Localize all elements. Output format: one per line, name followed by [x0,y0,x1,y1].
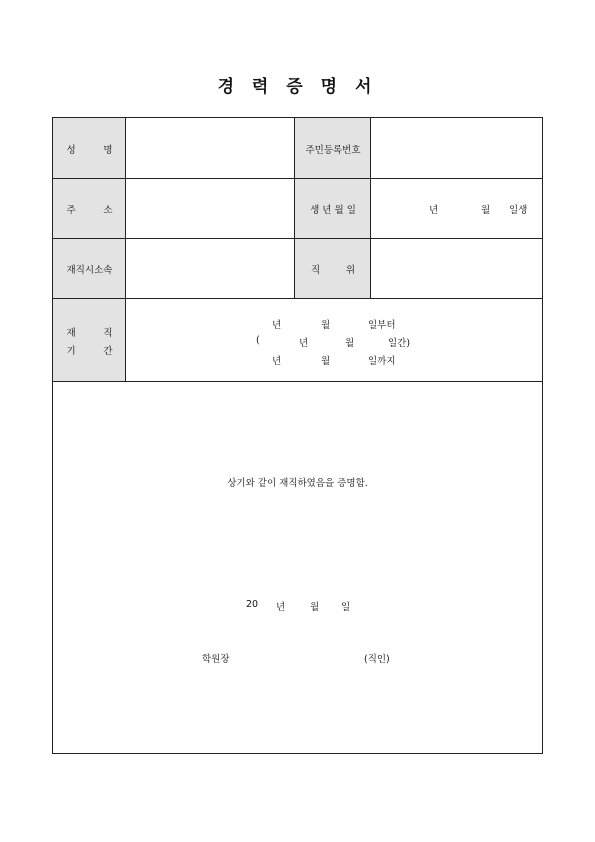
address-label-char-2: 소 [103,205,113,216]
row-divider [53,381,542,382]
row-divider [53,178,542,179]
period-label-char-3: 기 [66,345,76,357]
column-divider [370,118,371,299]
period-open-paren: ( [256,335,260,346]
address-label-char-1: 주 [66,205,76,216]
period-label-char-4: 간 [103,345,113,357]
period-label-char-2: 직 [103,327,113,339]
period-label-char-1: 재 [66,327,76,339]
org-label-cell [53,239,126,299]
column-divider [294,118,295,299]
document-title: 경 력 증 명 서 [217,77,378,97]
period-end-month: 월 [321,356,331,367]
period-start-year: 년 [272,320,282,331]
period-duration-year: 년 [299,338,309,349]
dob-label-cell [295,179,371,239]
address-field[interactable] [126,179,295,239]
issue-date-year: 년 [276,602,286,613]
issue-date-century: 20 [246,599,259,610]
signer-title: 학원장 [202,654,230,665]
position-field[interactable] [371,239,542,299]
rrn-label-cell [295,118,371,179]
row-divider [53,238,542,239]
dob-day: 일생 [509,205,528,216]
name-label-cell [53,118,126,179]
dob-label: 생 년 월 일 [310,205,356,216]
period-end-day: 일까지 [368,356,396,367]
org-label: 재직시소속 [66,265,113,276]
dob-month: 월 [481,205,491,216]
dob-year: 년 [429,205,439,216]
period-duration-month: 월 [345,338,355,349]
name-field[interactable] [126,118,295,179]
column-divider [125,118,126,382]
position-label-char-2: 위 [345,265,355,276]
period-end-year: 년 [272,356,282,367]
org-field[interactable] [126,239,295,299]
name-label-char-2: 명 [103,144,113,156]
certification-statement: 상기와 같이 재직하였음을 증명함. [227,478,368,489]
period-start-day: 일부터 [368,320,396,331]
position-label-cell [295,239,371,299]
period-start-month: 월 [321,320,331,331]
period-label-cell [53,299,126,382]
issue-date-day: 일 [341,602,351,613]
name-label-char-1: 성 [66,144,76,156]
period-duration-day: 일간) [388,338,411,349]
position-label-char-1: 직 [311,265,321,276]
official-seal: (직인) [364,654,390,665]
dob-field[interactable] [371,179,542,239]
address-label-cell [53,179,126,239]
certificate-form [52,117,543,754]
rrn-label: 주민등록번호 [305,144,361,156]
row-divider [53,298,542,299]
issue-date-month: 월 [310,602,320,613]
period-field[interactable] [126,299,542,382]
rrn-field[interactable] [371,118,542,179]
